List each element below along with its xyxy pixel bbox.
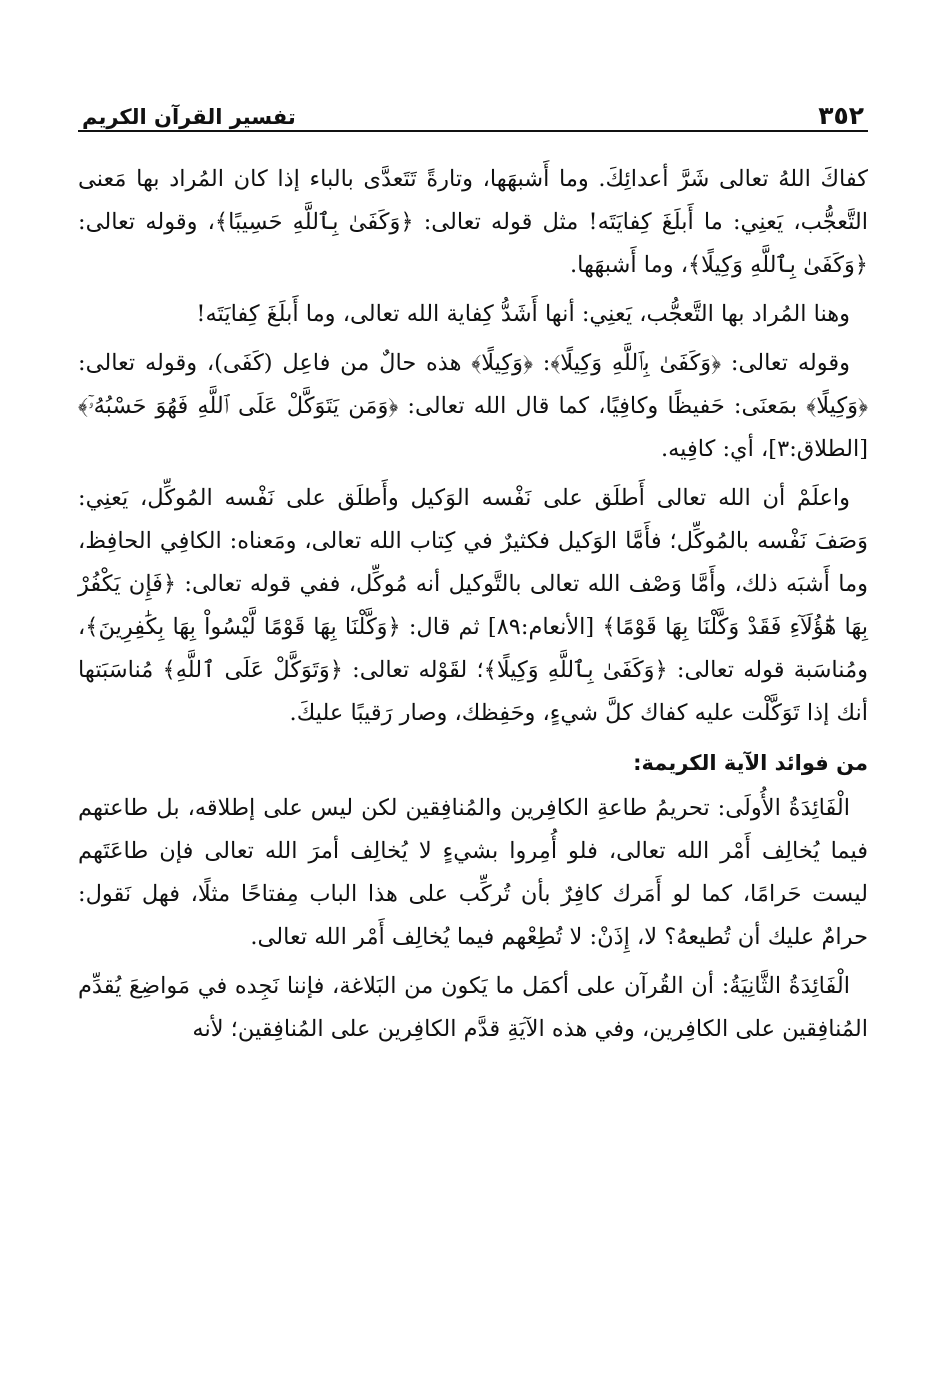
- running-title: تفسير القرآن الكريم: [82, 105, 296, 129]
- benefit-first: الْفَائِدَةُ الأُولَى: تحريمُ طاعةِ الكافِرين والمُنافِقين لكن ليس على إطلاقه، بل طاعتهم فيما يُخالِف أَمْر الله تعالى، فلو أُمِروا بشيءٍ لا يُخالِف أمرَ الله تعالى فإن طاعَتَهم ليست حَرامًا، كما لو أَمَرك كافِرٌ بأن تُركِّب على هذا الباب مِفتاحًا مثلًا، فهل نَقول: حرامٌ عليك أن تُطيعهُ؟ لا، إِذَنْ: لا تُطِعْهم فيما يُخالِف أَمْر الله تعالى.: [78, 795, 868, 950]
- paragraph-kifaya-meaning: كفاكَ اللهُ تعالى شَرَّ أعدائِكَ. وما أَشبهَها، وتارةً تَتَعدَّى بالباء إذا كان المُراد بها مَعنى التَّعجُّب، يَعنِي: ما أَبلَغَ كِفايَتَه! مثل قوله تعالى: ﴿وَكَفَىٰ بِٱللَّهِ حَسِيبًا﴾، وقوله تعالى: ﴿وَكَفَىٰ بِٱللَّهِ وَكِيلًا﴾، وما أَشبهَها.: [78, 166, 868, 278]
- paragraph-taajjub: وهنا المُراد بها التَّعجُّب، يَعنِي: أنها أَشَدُّ كِفاية الله تعالى، وما أَبلَغَ كِفايَتَه!: [196, 301, 850, 327]
- paragraph-wakil-muwakkil: واعلَمْ أن الله تعالى أَطلَق على نَفْسه الوَكيل وأَطلَق على نَفْسه المُوكِّل، يَعنِي: وَصَفَ نَفْسه بالمُوكِّل؛ فأَمَّا الوَكيل فكثيرٌ في كِتاب الله تعالى، ومَعناه: الكافِي الحافِظ، وما أَشبَه ذلك، وأَمَّا وَصْف الله تعالى بالتَّوكيل أنه مُوكِّل، ففي قوله تعالى: ﴿فَإِن يَكْفُرْ بِهَا هَٰٓؤُلَآءِ فَقَدْ وَكَّلْنَا بِهَا قَوْمًا﴾ [الأنعام:٨٩] ثم قال: ﴿وَكَّلْنَا بِهَا قَوْمًا لَّيْسُواْ بِهَا بِكَٰفِرِينَ﴾، ومُناسَبة قوله تعالى: ﴿وَكَفَىٰ بِٱللَّهِ وَكِيلًا﴾؛ لقَوْله تعالى: ﴿وَتَوَكَّلْ عَلَى ٱللَّهِ﴾ مُناسَبَتها أنك إذا تَوَكَّلْت عليه كفاك كلَّ شيءٍ، وحَفِظك، وصار رَقيبًا عليكَ.: [78, 485, 868, 726]
- page-body: [78, 158, 868, 1051]
- book-page: [78, 84, 868, 1344]
- benefit-second: الْفَائِدَةُ الثَّانِيَةُ: أن القُرآن على أكمَل ما يَكون من البَلاغة، فإننا نَجِده في مَواضِعَ يُقدِّم المُنافِقين على الكافِرين، وفي هذه الآيَةِ قدَّم الكافِرين على المُنافِقين؛ لأنه: [78, 973, 868, 1042]
- page-number: ٣٥٢: [818, 101, 864, 130]
- page-header: [78, 84, 868, 132]
- section-heading-benefits: من فوائد الآية الكريمة:: [633, 751, 868, 775]
- paragraph-wakil-hal: وقوله تعالى: ﴿وَكَفَىٰ بِٱللَّهِ وَكِيلًا﴾: ﴿وَكِيلًا﴾ هذه حالٌ من فاعِل (كَفَى)، وقوله تعالى: ﴿وَكِيلًا﴾ بمَعنَى: حَفيظًا وكافِيًا، كما قال الله تعالى: ﴿وَمَن يَتَوَكَّلْ عَلَى ٱللَّهِ فَهُوَ حَسْبُهُۥٓ﴾ [الطلاق:٣]، أي: كافِيه.: [78, 350, 868, 462]
